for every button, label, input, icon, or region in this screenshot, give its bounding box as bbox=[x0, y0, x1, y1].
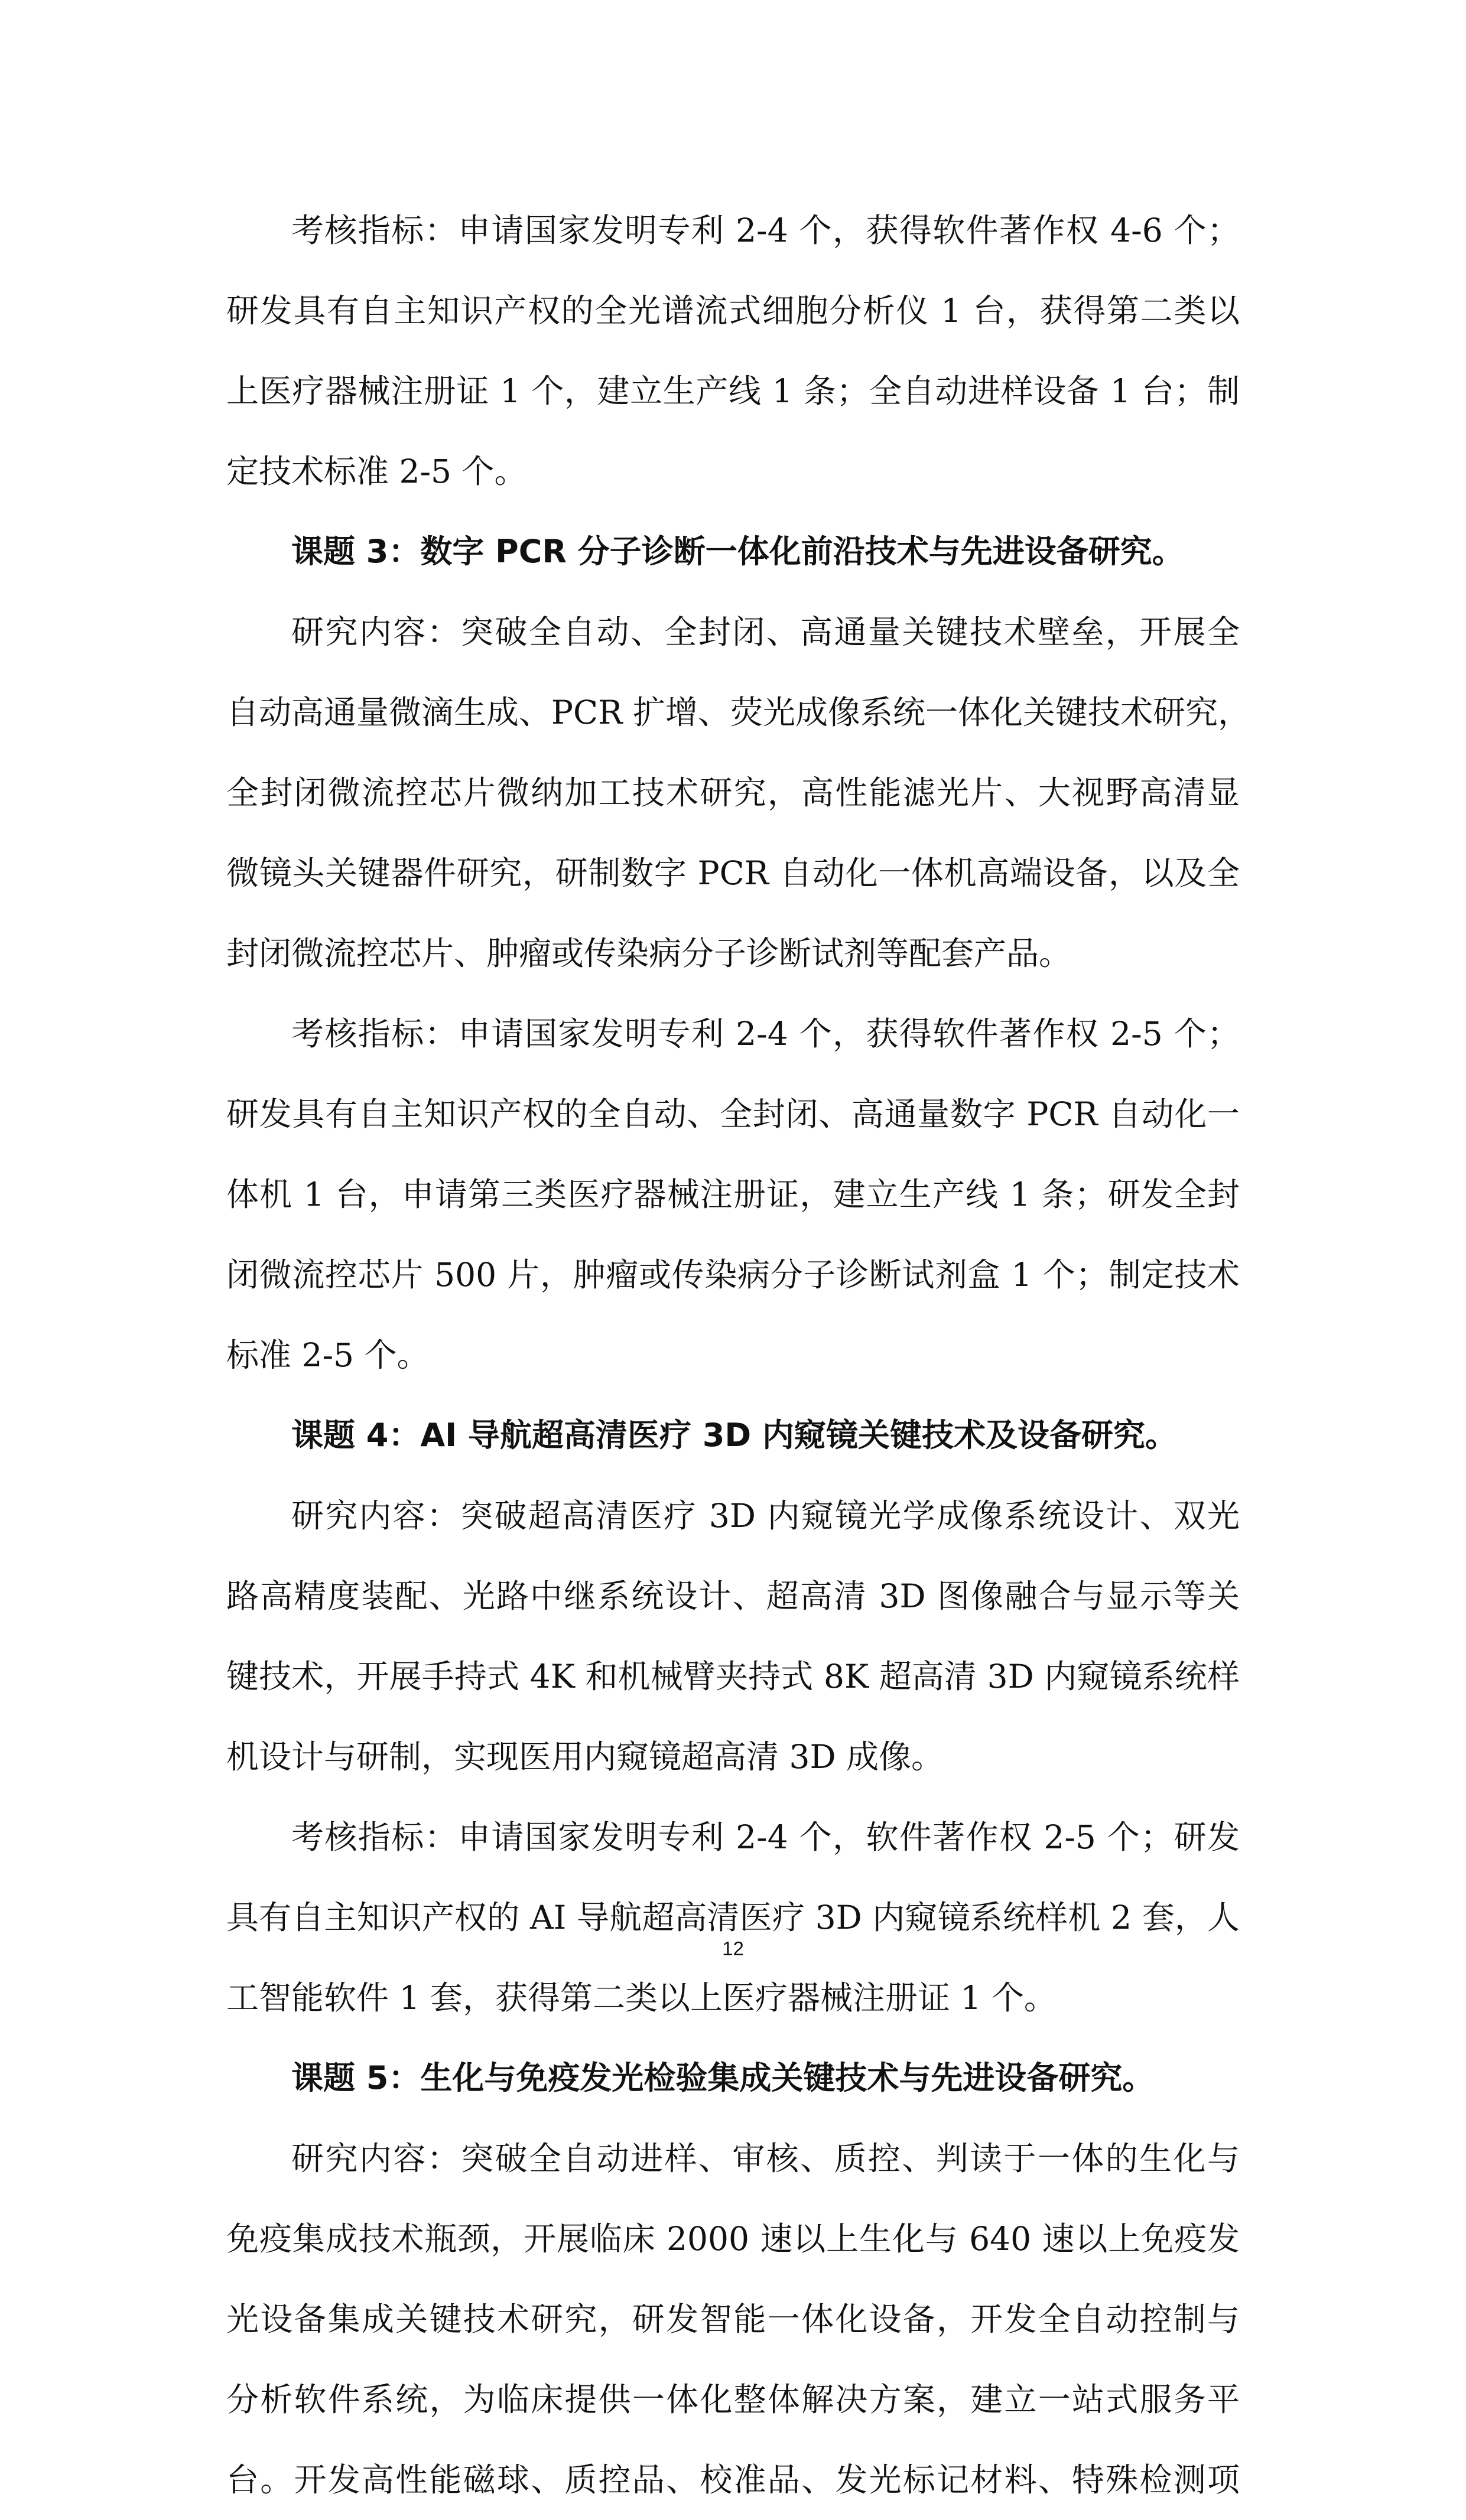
text-line: 考核指标：申请国家发明专利 2-4 个，获得软件著作权 4-6 个； bbox=[291, 211, 1240, 249]
text-line: 体机 1 台，申请第三类医疗器械注册证，建立生产线 1 条；研发全封 bbox=[226, 1176, 1240, 1213]
text-line: 路高精度装配、光路中继系统设计、超高清 3D 图像融合与显示等关 bbox=[226, 1577, 1240, 1615]
text-line: 键技术，开展手持式 4K 和机械臂夹持式 8K 超高清 3D 内窥镜系统样 bbox=[226, 1658, 1240, 1695]
section-heading: 课题 4：AI 导航超高清医疗 3D 内窥镜关键技术及设备研究。 bbox=[291, 1417, 1178, 1454]
text-line: 研究内容：突破全自动进样、审核、质控、判读于一体的生化与 bbox=[291, 2140, 1240, 2177]
text-line: 上医疗器械注册证 1 个，建立生产线 1 条；全自动进样设备 1 台；制 bbox=[226, 372, 1240, 410]
text-line: 闭微流控芯片 500 片，肿瘤或传染病分子诊断试剂盒 1 个；制定技术 bbox=[226, 1256, 1240, 1294]
text-line: 定技术标准 2-5 个。 bbox=[226, 452, 527, 490]
text-line: 研发具有自主知识产权的全自动、全封闭、高通量数字 PCR 自动化一 bbox=[226, 1095, 1240, 1133]
text-line: 考核指标：申请国家发明专利 2-4 个，获得软件著作权 2-5 个； bbox=[291, 1015, 1240, 1053]
text-line: 分析软件系统，为临床提供一体化整体解决方案，建立一站式服务平 bbox=[226, 2381, 1240, 2418]
document-body bbox=[226, 190, 1250, 2520]
text-line: 全封闭微流控芯片微纳加工技术研究，高性能滤光片、大视野高清显 bbox=[226, 774, 1240, 812]
text-line: 标准 2-5 个。 bbox=[226, 1336, 430, 1374]
text-line: 台。开发高性能磁球、质控品、校准品、发光标记材料、特殊检测项 bbox=[226, 2461, 1240, 2499]
text-line: 研究内容：突破超高清医疗 3D 内窥镜光学成像系统设计、双光 bbox=[291, 1497, 1240, 1535]
text-line: 封闭微流控芯片、肿瘤或传染病分子诊断试剂等配套产品。 bbox=[226, 935, 1072, 972]
text-line: 工智能软件 1 套，获得第二类以上医疗器械注册证 1 个。 bbox=[226, 1979, 1057, 2017]
section-heading: 课题 5：生化与免疫发光检验集成关键技术与先进设备研究。 bbox=[291, 2059, 1155, 2096]
text-line: 考核指标：申请国家发明专利 2-4 个，软件著作权 2-5 个；研发 bbox=[291, 1818, 1240, 1856]
text-line: 微镜头关键器件研究，研制数字 PCR 自动化一体机高端设备，以及全 bbox=[226, 854, 1240, 892]
text-line: 研究内容：突破全自动、全封闭、高通量关键技术壁垒，开展全 bbox=[291, 613, 1240, 651]
text-line: 机设计与研制，实现医用内窥镜超高清 3D 成像。 bbox=[226, 1738, 944, 1776]
text-line: 具有自主知识产权的 AI 导航超高清医疗 3D 内窥镜系统样机 2 套，人 bbox=[226, 1899, 1240, 1936]
text-line: 自动高通量微滴生成、PCR 扩增、荧光成像系统一体化关键技术研究， bbox=[226, 694, 1250, 731]
text-line: 光设备集成关键技术研究，研发智能一体化设备，开发全自动控制与 bbox=[226, 2300, 1240, 2338]
page-number: 12 bbox=[722, 1938, 744, 1959]
section-heading: 课题 3：数字 PCR 分子诊断一体化前沿技术与先进设备研究。 bbox=[291, 533, 1184, 570]
text-line: 免疫集成技术瓶颈，开展临床 2000 速以上生化与 640 速以上免疫发 bbox=[226, 2220, 1240, 2258]
text-line: 研发具有自主知识产权的全光谱流式细胞分析仪 1 台，获得第二类以 bbox=[226, 292, 1240, 330]
